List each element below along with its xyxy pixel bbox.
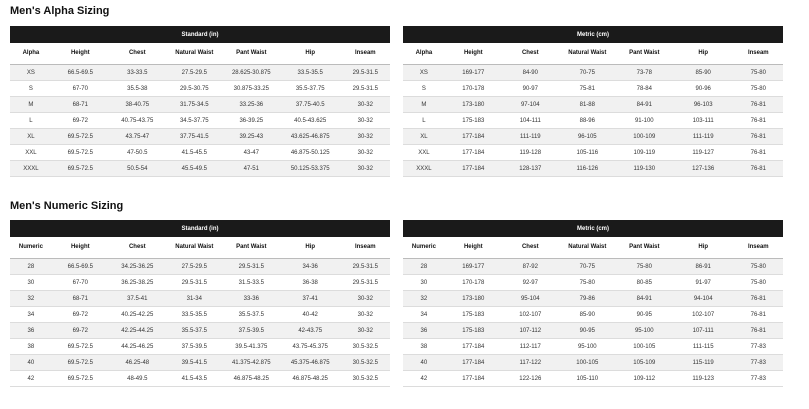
- table-row: [403, 307, 783, 323]
- table-cell: 35.5-37.5: [223, 307, 280, 323]
- column-header: Numeric: [403, 237, 445, 259]
- table-cell: 29.5-30.75: [166, 81, 223, 97]
- table-cell: 30-32: [341, 323, 390, 339]
- table-cell: 33.5-35.5: [280, 65, 341, 81]
- table-cell: 36: [10, 323, 52, 339]
- table-cell: 30-32: [341, 307, 390, 323]
- table-cell: 90-95: [616, 307, 673, 323]
- table-cell: 86-91: [673, 259, 734, 275]
- table-cell: 43.75-47: [109, 129, 166, 145]
- table-cell: 75-80: [734, 275, 783, 291]
- table-row: [10, 145, 390, 161]
- table-row: [10, 65, 390, 81]
- table-cell: 33.5-35.5: [166, 307, 223, 323]
- table-cell: 38-40.75: [109, 97, 166, 113]
- table-cell: 35.5-37.5: [166, 323, 223, 339]
- table-cell: 28: [10, 259, 52, 275]
- table-cell: 76-81: [734, 113, 783, 129]
- column-header: Chest: [502, 43, 559, 65]
- numeric-metric-table: [403, 220, 783, 387]
- table-cell: 79-86: [559, 291, 616, 307]
- column-header: Pant Waist: [616, 43, 673, 65]
- table-cell: 76-81: [734, 145, 783, 161]
- table-row: [403, 339, 783, 355]
- table-cell: 170-178: [445, 275, 502, 291]
- table-cell: 173-180: [445, 291, 502, 307]
- table-cell: 47-50.5: [109, 145, 166, 161]
- table-cell: 34-36: [280, 259, 341, 275]
- table-cell: 36-39.25: [223, 113, 280, 129]
- table-cell: 175-183: [445, 307, 502, 323]
- table-cell: 66.5-69.5: [52, 65, 109, 81]
- table-cell: 33.25-36: [223, 97, 280, 113]
- table-cell: 27.5-29.5: [166, 259, 223, 275]
- table-cell: 50.125-53.375: [280, 161, 341, 177]
- table-row: [403, 371, 783, 387]
- table-cell: 112-117: [502, 339, 559, 355]
- table-cell: 36-38: [280, 275, 341, 291]
- column-header: Alpha: [403, 43, 445, 65]
- table-cell: 35.5-37.75: [280, 81, 341, 97]
- column-header: Height: [445, 43, 502, 65]
- table-cell: 34: [10, 307, 52, 323]
- table-cell: 84-91: [616, 291, 673, 307]
- table-cell: XL: [10, 129, 52, 145]
- table-row: [403, 355, 783, 371]
- column-header: Hip: [673, 43, 734, 65]
- table-cell: 84-90: [502, 65, 559, 81]
- table-cell: 91-100: [616, 113, 673, 129]
- table-cell: 90-97: [502, 81, 559, 97]
- table-cell: 128-137: [502, 161, 559, 177]
- table-row: [403, 65, 783, 81]
- table-cell: 30-32: [341, 161, 390, 177]
- table-row: [403, 161, 783, 177]
- table-cell: 94-104: [673, 291, 734, 307]
- table-cell: 100-105: [616, 339, 673, 355]
- table-cell: 81-88: [559, 97, 616, 113]
- table-cell: 33-33.5: [109, 65, 166, 81]
- table-cell: 32: [10, 291, 52, 307]
- table-cell: 177-184: [445, 145, 502, 161]
- table-band-title: Metric (cm): [403, 26, 783, 43]
- table-cell: 100-105: [559, 355, 616, 371]
- table-cell: 76-81: [734, 161, 783, 177]
- table-cell: 109-112: [616, 371, 673, 387]
- table-cell: 88-96: [559, 113, 616, 129]
- table-cell: 30-32: [341, 145, 390, 161]
- table-cell: 30.5-32.5: [341, 371, 390, 387]
- table-cell: 69.5-72.5: [52, 145, 109, 161]
- table-cell: 95-104: [502, 291, 559, 307]
- table-cell: 92-97: [502, 275, 559, 291]
- table-cell: 41.375-42.875: [223, 355, 280, 371]
- table-cell: 90-96: [673, 81, 734, 97]
- table-cell: S: [10, 81, 52, 97]
- table-cell: 44.25-46.25: [109, 339, 166, 355]
- table-cell: 69.5-72.5: [52, 355, 109, 371]
- table-cell: 76-81: [734, 307, 783, 323]
- table-cell: 122-126: [502, 371, 559, 387]
- table-cell: 37.5-39.5: [223, 323, 280, 339]
- table-cell: 127-136: [673, 161, 734, 177]
- table-cell: 29.5-31.5: [341, 81, 390, 97]
- table-cell: 45.375-46.875: [280, 355, 341, 371]
- table-cell: 69.5-72.5: [52, 161, 109, 177]
- table-cell: 67-70: [52, 275, 109, 291]
- table-cell: 42.25-44.25: [109, 323, 166, 339]
- table-cell: 80-85: [616, 275, 673, 291]
- column-header: Chest: [109, 43, 166, 65]
- table-cell: 73-78: [616, 65, 673, 81]
- table-row: [10, 291, 390, 307]
- table-cell: 76-81: [734, 129, 783, 145]
- table-cell: 75-81: [559, 81, 616, 97]
- column-header: Height: [52, 43, 109, 65]
- table-cell: 100-109: [616, 129, 673, 145]
- table-cell: 50.5-54: [109, 161, 166, 177]
- table-cell: XXL: [403, 145, 445, 161]
- table-cell: 46.875-50.125: [280, 145, 341, 161]
- table-cell: XS: [403, 65, 445, 81]
- table-cell: 102-107: [502, 307, 559, 323]
- column-header: Height: [52, 237, 109, 259]
- table-cell: 30.5-32.5: [341, 355, 390, 371]
- table-cell: 37-41: [280, 291, 341, 307]
- column-header: Hip: [673, 237, 734, 259]
- table-cell: 37.5-41: [109, 291, 166, 307]
- table-cell: 77-83: [734, 355, 783, 371]
- table-cell: 95-100: [616, 323, 673, 339]
- table-cell: 30: [403, 275, 445, 291]
- table-cell: 75-80: [734, 65, 783, 81]
- table-cell: 69-72: [52, 323, 109, 339]
- column-header: Inseam: [341, 237, 390, 259]
- table-cell: 39.5-41.5: [166, 355, 223, 371]
- table-cell: 103-111: [673, 113, 734, 129]
- table-cell: 47-51: [223, 161, 280, 177]
- table-cell: XL: [403, 129, 445, 145]
- table-cell: 42-43.75: [280, 323, 341, 339]
- table-cell: 39.5-41.375: [223, 339, 280, 355]
- table-cell: 38: [403, 339, 445, 355]
- table-band-title: Standard (in): [10, 26, 390, 43]
- table-cell: 34: [403, 307, 445, 323]
- table-cell: 175-183: [445, 323, 502, 339]
- table-cell: 46.25-48: [109, 355, 166, 371]
- table-row: [403, 113, 783, 129]
- column-header: Pant Waist: [223, 43, 280, 65]
- table-cell: 69.5-72.5: [52, 371, 109, 387]
- table-cell: 37.5-39.5: [166, 339, 223, 355]
- table-cell: 45.5-49.5: [166, 161, 223, 177]
- table-cell: 102-107: [673, 307, 734, 323]
- alpha-metric-table: [403, 26, 783, 177]
- table-cell: 40.5-43.625: [280, 113, 341, 129]
- table-cell: 40: [10, 355, 52, 371]
- table-cell: 70-75: [559, 65, 616, 81]
- table-cell: 111-115: [673, 339, 734, 355]
- table-cell: 77-83: [734, 339, 783, 355]
- table-cell: 29.5-31.5: [341, 275, 390, 291]
- table-cell: 43.625-46.875: [280, 129, 341, 145]
- table-cell: 40.75-43.75: [109, 113, 166, 129]
- table-row: [10, 129, 390, 145]
- table-cell: 68-71: [52, 97, 109, 113]
- table-cell: 34.25-36.25: [109, 259, 166, 275]
- table-row: [10, 113, 390, 129]
- column-header: Alpha: [10, 43, 52, 65]
- column-header: Inseam: [734, 43, 783, 65]
- table-cell: 34.5-37.75: [166, 113, 223, 129]
- table-cell: 69-72: [52, 307, 109, 323]
- table-cell: 107-111: [673, 323, 734, 339]
- table-cell: 30.875-33.25: [223, 81, 280, 97]
- table-row: [10, 355, 390, 371]
- table-cell: 28.625-30.875: [223, 65, 280, 81]
- table-cell: 38: [10, 339, 52, 355]
- table-cell: 69.5-72.5: [52, 129, 109, 145]
- table-row: [403, 81, 783, 97]
- column-header: Hip: [280, 43, 341, 65]
- table-row: [403, 97, 783, 113]
- table-row: [403, 129, 783, 145]
- table-row: [10, 259, 390, 275]
- table-cell: 37.75-41.5: [166, 129, 223, 145]
- table-cell: 111-119: [502, 129, 559, 145]
- table-cell: 41.5-43.5: [166, 371, 223, 387]
- table-cell: 104-111: [502, 113, 559, 129]
- table-cell: 91-97: [673, 275, 734, 291]
- table-row: [403, 275, 783, 291]
- table-cell: 177-184: [445, 129, 502, 145]
- table-cell: 42: [10, 371, 52, 387]
- table-cell: M: [10, 97, 52, 113]
- table-cell: 27.5-29.5: [166, 65, 223, 81]
- column-header: Natural Waist: [559, 237, 616, 259]
- table-cell: L: [403, 113, 445, 129]
- table-cell: 119-123: [673, 371, 734, 387]
- table-cell: 78-84: [616, 81, 673, 97]
- column-header: Pant Waist: [223, 237, 280, 259]
- table-row: [403, 291, 783, 307]
- table-cell: 43-47: [223, 145, 280, 161]
- table-row: [10, 371, 390, 387]
- table-cell: L: [10, 113, 52, 129]
- column-header: Height: [445, 237, 502, 259]
- table-row: [10, 97, 390, 113]
- table-cell: 40: [403, 355, 445, 371]
- table-row: [10, 81, 390, 97]
- table-row: [403, 145, 783, 161]
- table-cell: 107-112: [502, 323, 559, 339]
- table-cell: 30-32: [341, 129, 390, 145]
- table-cell: 30-32: [341, 97, 390, 113]
- table-cell: 31.5-33.5: [223, 275, 280, 291]
- table-cell: 30.5-32.5: [341, 339, 390, 355]
- table-cell: 95-100: [559, 339, 616, 355]
- column-header: Chest: [502, 237, 559, 259]
- table-cell: 75-80: [734, 81, 783, 97]
- table-band-title: Standard (in): [10, 220, 390, 237]
- table-cell: 117-122: [502, 355, 559, 371]
- table-cell: 119-127: [673, 145, 734, 161]
- table-cell: 46.875-48.25: [223, 371, 280, 387]
- column-header: Natural Waist: [166, 43, 223, 65]
- table-cell: 77-83: [734, 371, 783, 387]
- table-cell: 40-42: [280, 307, 341, 323]
- table-row: [403, 323, 783, 339]
- table-cell: 36.25-38.25: [109, 275, 166, 291]
- table-cell: 119-128: [502, 145, 559, 161]
- table-cell: 85-90: [673, 65, 734, 81]
- table-cell: 39.25-43: [223, 129, 280, 145]
- table-cell: M: [403, 97, 445, 113]
- column-header: Numeric: [10, 237, 52, 259]
- table-cell: 90-95: [559, 323, 616, 339]
- table-cell: 29.5-31.5: [223, 259, 280, 275]
- table-cell: 109-119: [616, 145, 673, 161]
- table-cell: 36: [403, 323, 445, 339]
- table-cell: 46.875-48.25: [280, 371, 341, 387]
- table-cell: 169-177: [445, 259, 502, 275]
- table-cell: 69-72: [52, 113, 109, 129]
- table-cell: 66.5-69.5: [52, 259, 109, 275]
- table-row: [10, 307, 390, 323]
- column-header: Natural Waist: [166, 237, 223, 259]
- table-cell: 111-119: [673, 129, 734, 145]
- table-cell: 84-91: [616, 97, 673, 113]
- table-row: [10, 323, 390, 339]
- table-cell: 43.75-45.375: [280, 339, 341, 355]
- table-cell: 75-80: [616, 259, 673, 275]
- table-cell: 96-105: [559, 129, 616, 145]
- table-row: [10, 275, 390, 291]
- table-cell: 35.5-38: [109, 81, 166, 97]
- table-cell: 177-184: [445, 355, 502, 371]
- table-cell: XXL: [10, 145, 52, 161]
- table-cell: 37.75-40.5: [280, 97, 341, 113]
- column-header: Natural Waist: [559, 43, 616, 65]
- table-cell: 40.25-42.25: [109, 307, 166, 323]
- column-header: Pant Waist: [616, 237, 673, 259]
- table-row: [10, 161, 390, 177]
- table-cell: 67-70: [52, 81, 109, 97]
- table-cell: 85-90: [559, 307, 616, 323]
- table-cell: XXXL: [10, 161, 52, 177]
- table-band-title: Metric (cm): [403, 220, 783, 237]
- column-header: Chest: [109, 237, 166, 259]
- table-cell: 48-49.5: [109, 371, 166, 387]
- table-cell: 29.5-31.5: [341, 65, 390, 81]
- alpha-standard-table: [10, 26, 390, 177]
- column-header: Inseam: [734, 237, 783, 259]
- table-cell: 31.75-34.5: [166, 97, 223, 113]
- table-cell: 97-104: [502, 97, 559, 113]
- table-cell: 30-32: [341, 291, 390, 307]
- numeric-standard-table: [10, 220, 390, 387]
- table-cell: 75-80: [559, 275, 616, 291]
- table-row: [403, 259, 783, 275]
- table-cell: 76-81: [734, 291, 783, 307]
- table-cell: 170-178: [445, 81, 502, 97]
- table-cell: 173-180: [445, 97, 502, 113]
- table-cell: 33-36: [223, 291, 280, 307]
- table-cell: 175-183: [445, 113, 502, 129]
- table-cell: 169-177: [445, 65, 502, 81]
- table-cell: 32: [403, 291, 445, 307]
- table-cell: 68-71: [52, 291, 109, 307]
- table-cell: 96-103: [673, 97, 734, 113]
- table-cell: 76-81: [734, 97, 783, 113]
- table-cell: XXXL: [403, 161, 445, 177]
- table-cell: 115-119: [673, 355, 734, 371]
- table-cell: 42: [403, 371, 445, 387]
- numeric-section-title: Men's Numeric Sizing: [10, 200, 124, 212]
- table-cell: XS: [10, 65, 52, 81]
- table-cell: 29.5-31.5: [166, 275, 223, 291]
- table-cell: S: [403, 81, 445, 97]
- table-cell: 70-75: [559, 259, 616, 275]
- table-cell: 116-126: [559, 161, 616, 177]
- table-cell: 105-116: [559, 145, 616, 161]
- column-header: Hip: [280, 237, 341, 259]
- table-cell: 29.5-31.5: [341, 259, 390, 275]
- table-cell: 30: [10, 275, 52, 291]
- table-cell: 105-109: [616, 355, 673, 371]
- table-cell: 75-80: [734, 259, 783, 275]
- table-cell: 76-81: [734, 323, 783, 339]
- table-cell: 119-130: [616, 161, 673, 177]
- table-cell: 177-184: [445, 371, 502, 387]
- table-cell: 41.5-45.5: [166, 145, 223, 161]
- table-cell: 30-32: [341, 113, 390, 129]
- table-cell: 87-92: [502, 259, 559, 275]
- table-cell: 69.5-72.5: [52, 339, 109, 355]
- table-row: [10, 339, 390, 355]
- table-cell: 31-34: [166, 291, 223, 307]
- table-cell: 177-184: [445, 339, 502, 355]
- table-cell: 28: [403, 259, 445, 275]
- column-header: Inseam: [341, 43, 390, 65]
- table-cell: 105-110: [559, 371, 616, 387]
- alpha-section-title: Men's Alpha Sizing: [10, 5, 110, 17]
- table-cell: 177-184: [445, 161, 502, 177]
